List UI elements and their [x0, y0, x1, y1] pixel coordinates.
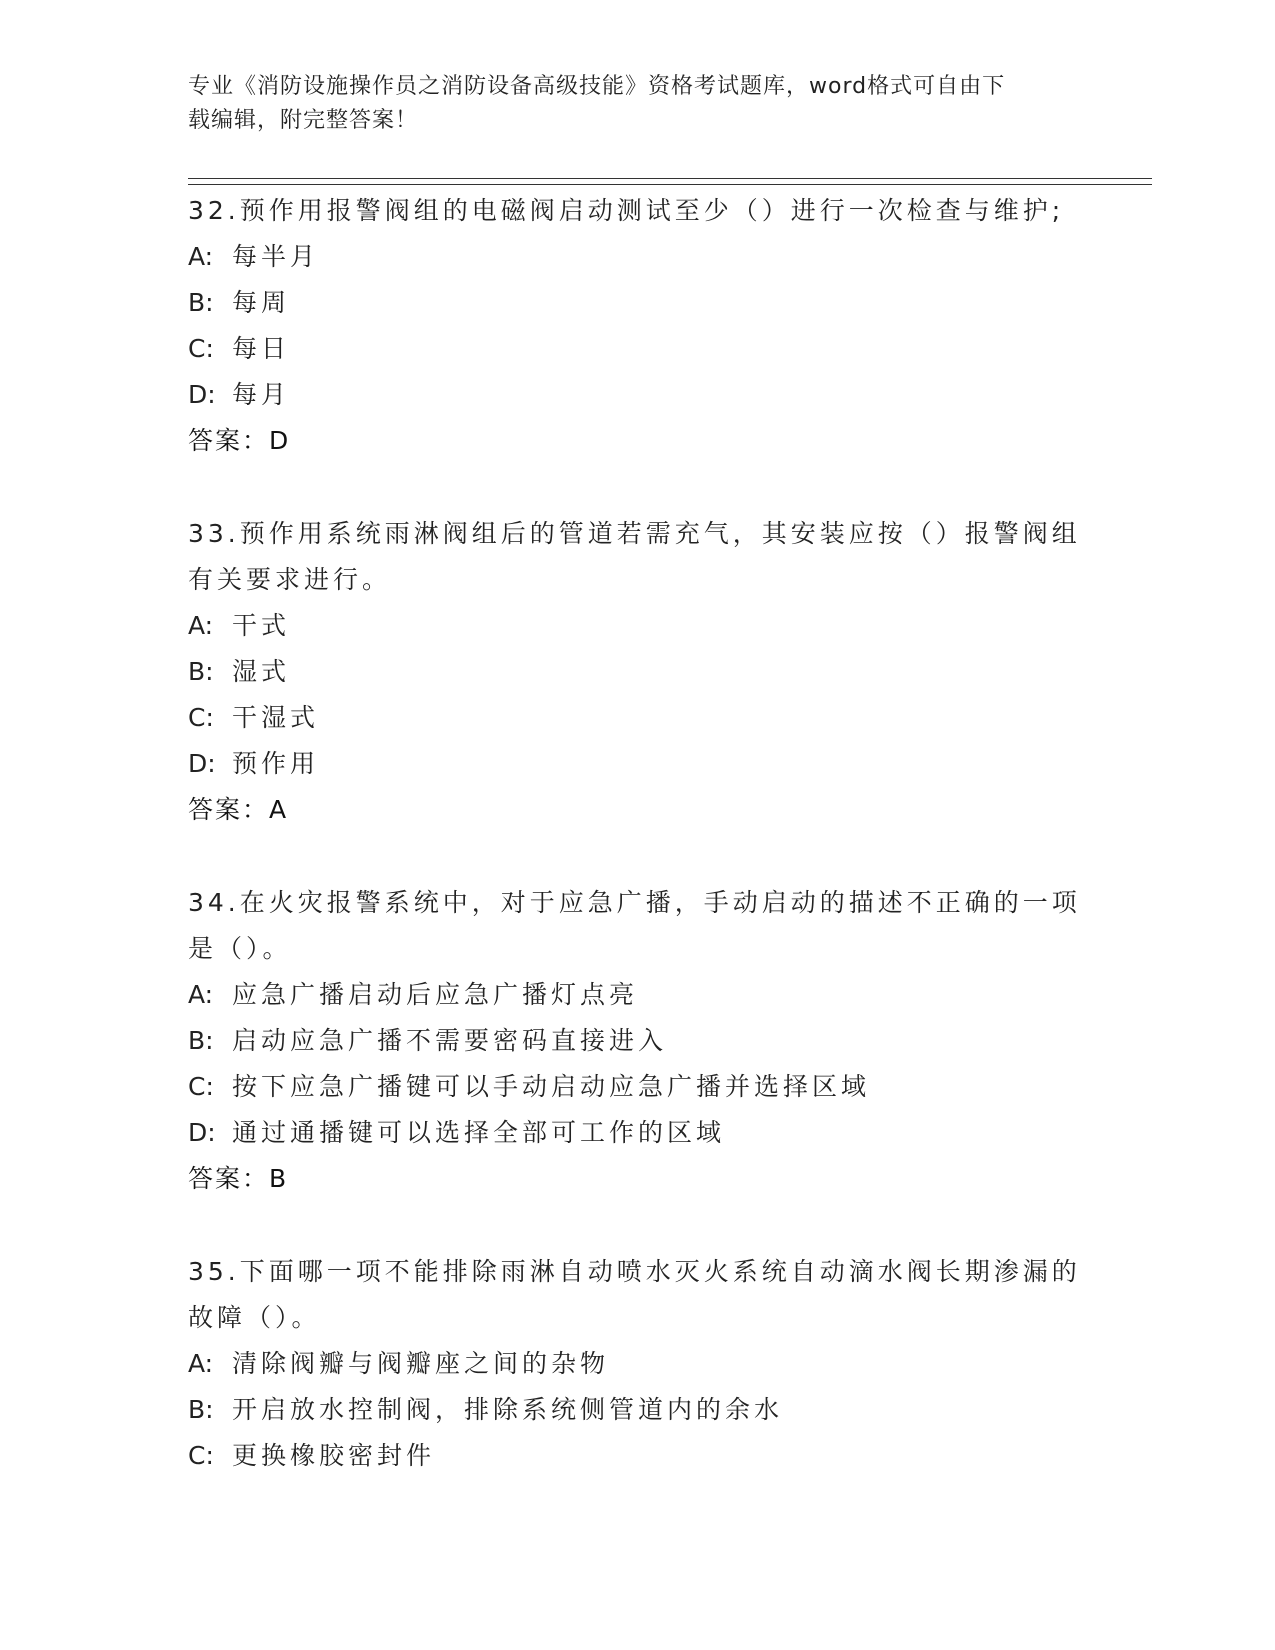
option-text: 启动应急广播不需要密码直接进入	[232, 1026, 668, 1055]
option-text: 每日	[232, 334, 291, 363]
header-divider-bottom	[188, 184, 1152, 185]
option-b	[188, 1387, 1088, 1433]
question-32	[188, 188, 1088, 464]
option-key: D:	[188, 380, 216, 409]
option-key: C:	[188, 703, 214, 732]
option-key: D:	[188, 749, 216, 778]
option-key: A:	[188, 980, 214, 1009]
option-a	[188, 972, 1088, 1018]
option-c	[188, 695, 1088, 741]
question-stem-continued: 故障（）。	[188, 1303, 321, 1332]
option-d	[188, 741, 1088, 787]
option-key: C:	[188, 334, 214, 363]
option-text: 干式	[232, 611, 291, 640]
option-text: 每月	[232, 380, 291, 409]
header-divider-top	[188, 178, 1152, 179]
header-line-2: 载编辑，附完整答案！	[188, 108, 419, 133]
option-d	[188, 1110, 1088, 1156]
option-a	[188, 603, 1088, 649]
question-stem-continued: 是（）。	[188, 934, 292, 963]
option-text: 开启放水控制阀，排除系统侧管道内的余水	[232, 1395, 784, 1424]
question-stem: 35.下面哪一项不能排除雨淋自动喷水灭火系统自动滴水阀长期渗漏的	[188, 1257, 1081, 1286]
question-stem: 34.在火灾报警系统中，对于应急广播，手动启动的描述不正确的一项	[188, 888, 1081, 917]
question-34	[188, 880, 1088, 1202]
option-key: B:	[188, 657, 214, 686]
answer-line: 答案：A	[188, 795, 289, 824]
answer-line: 答案：D	[188, 426, 291, 455]
question-stem: 32.预作用报警阀组的电磁阀启动测试至少（）进行一次检查与维护;	[188, 196, 1065, 225]
option-text: 更换橡胶密封件	[232, 1441, 436, 1470]
option-text: 通过通播键可以选择全部可工作的区域	[232, 1118, 726, 1147]
option-text: 湿式	[232, 657, 291, 686]
option-c	[188, 1064, 1088, 1110]
option-key: B:	[188, 288, 214, 317]
option-key: D:	[188, 1118, 216, 1147]
option-key: A:	[188, 242, 214, 271]
option-text: 应急广播启动后应急广播灯点亮	[232, 980, 639, 1009]
option-text: 每半月	[232, 242, 320, 271]
option-a	[188, 234, 1088, 280]
option-text: 预作用	[232, 749, 320, 778]
question-stem: 33.预作用系统雨淋阀组后的管道若需充气，其安装应按（）报警阀组	[188, 519, 1081, 548]
option-text: 清除阀瓣与阀瓣座之间的杂物	[232, 1349, 610, 1378]
option-key: C:	[188, 1072, 214, 1101]
option-key: B:	[188, 1395, 214, 1424]
option-key: A:	[188, 611, 214, 640]
option-text: 干湿式	[232, 703, 320, 732]
option-key: B:	[188, 1026, 214, 1055]
option-b	[188, 1018, 1088, 1064]
option-key: C:	[188, 1441, 214, 1470]
option-text: 每周	[232, 288, 291, 317]
option-c	[188, 1433, 1088, 1479]
option-d	[188, 372, 1088, 418]
option-b	[188, 280, 1088, 326]
document-header	[188, 70, 1068, 138]
option-a	[188, 1341, 1088, 1387]
option-key: A:	[188, 1349, 214, 1378]
option-text: 按下应急广播键可以手动启动应急广播并选择区域	[232, 1072, 871, 1101]
header-line-1: 专业《消防设施操作员之消防设备高级技能》资格考试题库，word格式可自由下	[188, 74, 1006, 99]
option-c	[188, 326, 1088, 372]
question-35	[188, 1249, 1088, 1479]
option-b	[188, 649, 1088, 695]
question-list	[188, 188, 1088, 1526]
question-33	[188, 511, 1088, 833]
question-stem-continued: 有关要求进行。	[188, 565, 392, 594]
answer-line: 答案：B	[188, 1164, 289, 1193]
